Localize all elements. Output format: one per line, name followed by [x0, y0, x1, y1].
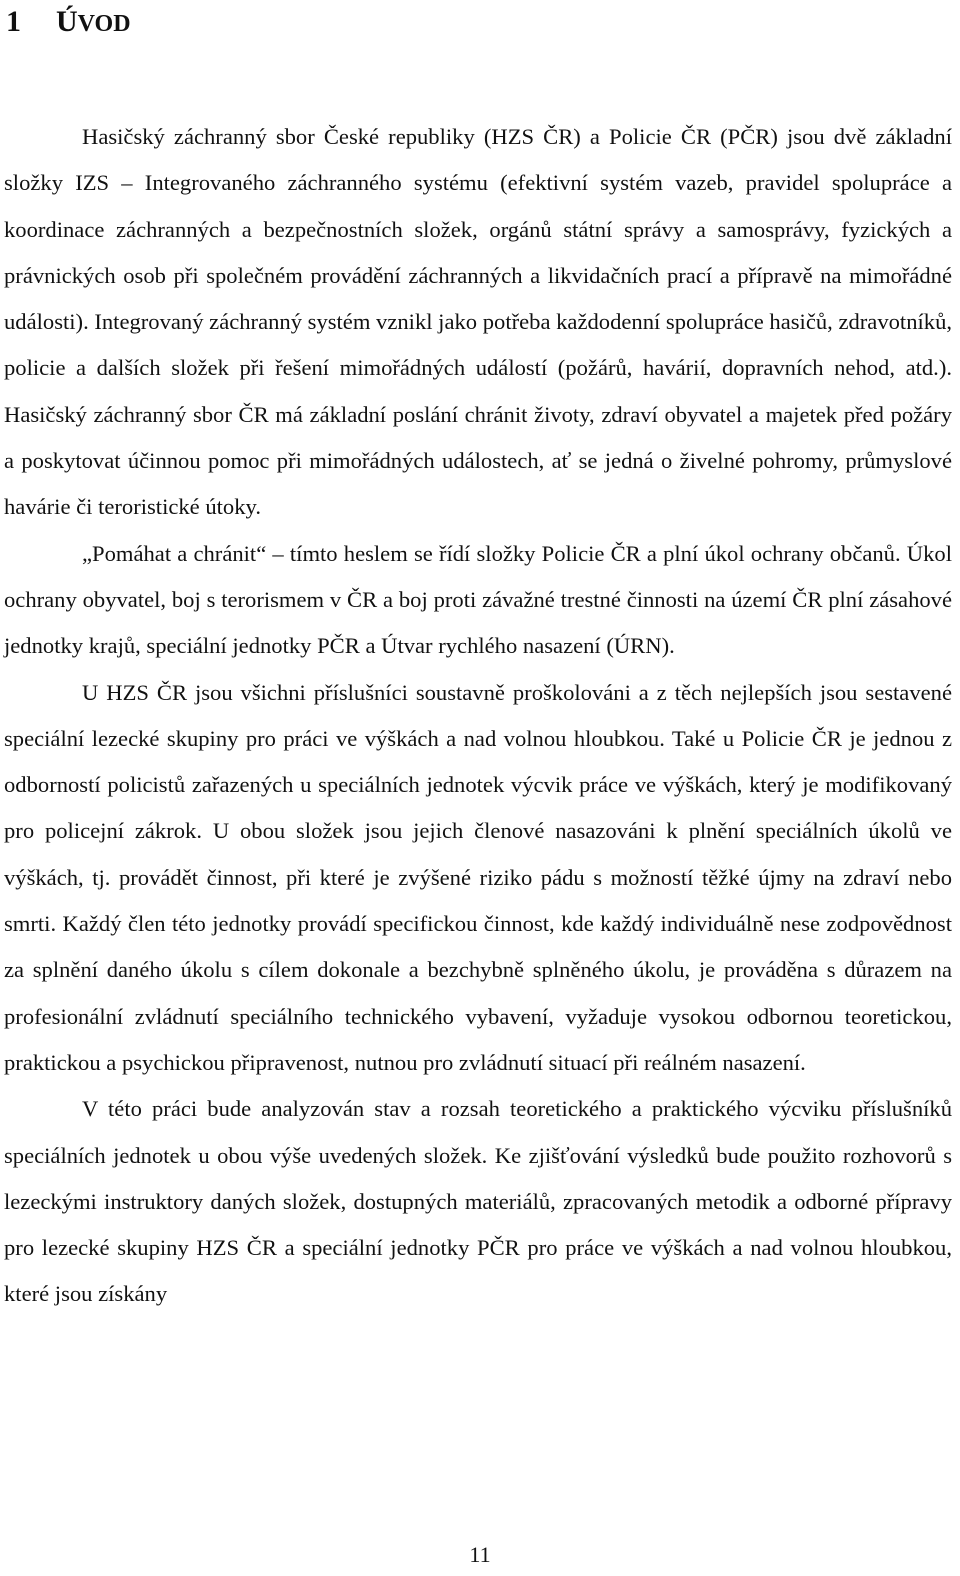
paragraph-1: Hasičský záchranný sbor České republiky (HZS ČR) a Policie ČR (PČR) jsou dvě základní složky IZS – Integrovaného záchranného systému (efektivní systém vazeb, pravidel spolupráce a koordinace záchranných a bezpečnostních složek, orgánů státní správy a samosprávy, fyzických a právnických osob při společném provádění záchranných a likvidačních prací a přípravě na mimořádné události). Integrovaný záchranný systém vznikl jako potřeba každodenní spolupráce hasičů, zdravotníků, policie a dalších složek při řešení mimořádných událostí (požárů, havárií, dopravních nehod, atd.). Hasičský záchranný sbor ČR má základní poslání chránit životy, zdraví obyvatel a majetek před požáry a poskytovat účinnou pomoc při mimořádných událostech, ať se jedná o živelné pohromy, průmyslové havárie či teroristické útoky.: [4, 124, 953, 520]
chapter-title-rest: VOD: [77, 11, 131, 37]
chapter-number: 1: [6, 5, 21, 38]
paragraph-2: „Pomáhat a chránit“ – tímto heslem se řídí složky Policie ČR a plní úkol ochrany občanů. Úkol ochrany obyvatel, boj s terorismem v ČR a boj proti závažné trestné činnosti na území ČR plní zásahové jednotky krajů, speciální jednotky PČR a Útvar rychlého nasazení (ÚRN).: [4, 540, 952, 659]
chapter-title-initial: Ú: [56, 5, 78, 38]
paragraph-3: U HZS ČR jsou všichni příslušníci soustavně proškolováni a z těch nejlepších jsou sestavené speciální lezecké skupiny pro práci ve výškách a nad volnou hloubkou. Také u Policie ČR je jednou z odborností policistů zařazených u speciálních jednotek výcvik práce ve výškách, který je modifikovaný pro policejní zákrok. U obou složek jsou jejich členové nasazováni k plnění speciálních úkolů ve výškách, tj. provádět činnost, při které je zvýšené riziko pádu s možností těžké újmy na zdraví nebo smrti. Každý člen této jednotky provádí specifickou činnost, kde každý individuálně nese zodpovědnost za splnění daného úkolu s cílem dokonale a bezchybně splněného úkolu, je prováděna s důrazem na profesionální zvládnutí speciálního technického vybavení, vyžaduje vysokou odbornou teoretickou, praktickou a psychickou připravenost, nutnou pro zvládnutí situací při reálném nasazení.: [4, 679, 952, 1075]
page-number: 11: [469, 1542, 491, 1567]
paragraph-4: V této práci bude analyzován stav a rozsah teoretického a praktického výcviku příslušníků speciálních jednotek u obou výše uvedených složek. Ke zjišťování výsledků bude použito rozhovorů s lezeckými instruktory daných složek, dostupných materiálů, zpracovaných metodik a odborné přípravy pro lezecké skupiny HZS ČR a speciální jednotky PČR pro práce ve výškách a nad volnou hloubkou, které jsou získány: [4, 1096, 952, 1307]
body-text: [4, 114, 952, 1318]
chapter-heading: [6, 2, 131, 44]
